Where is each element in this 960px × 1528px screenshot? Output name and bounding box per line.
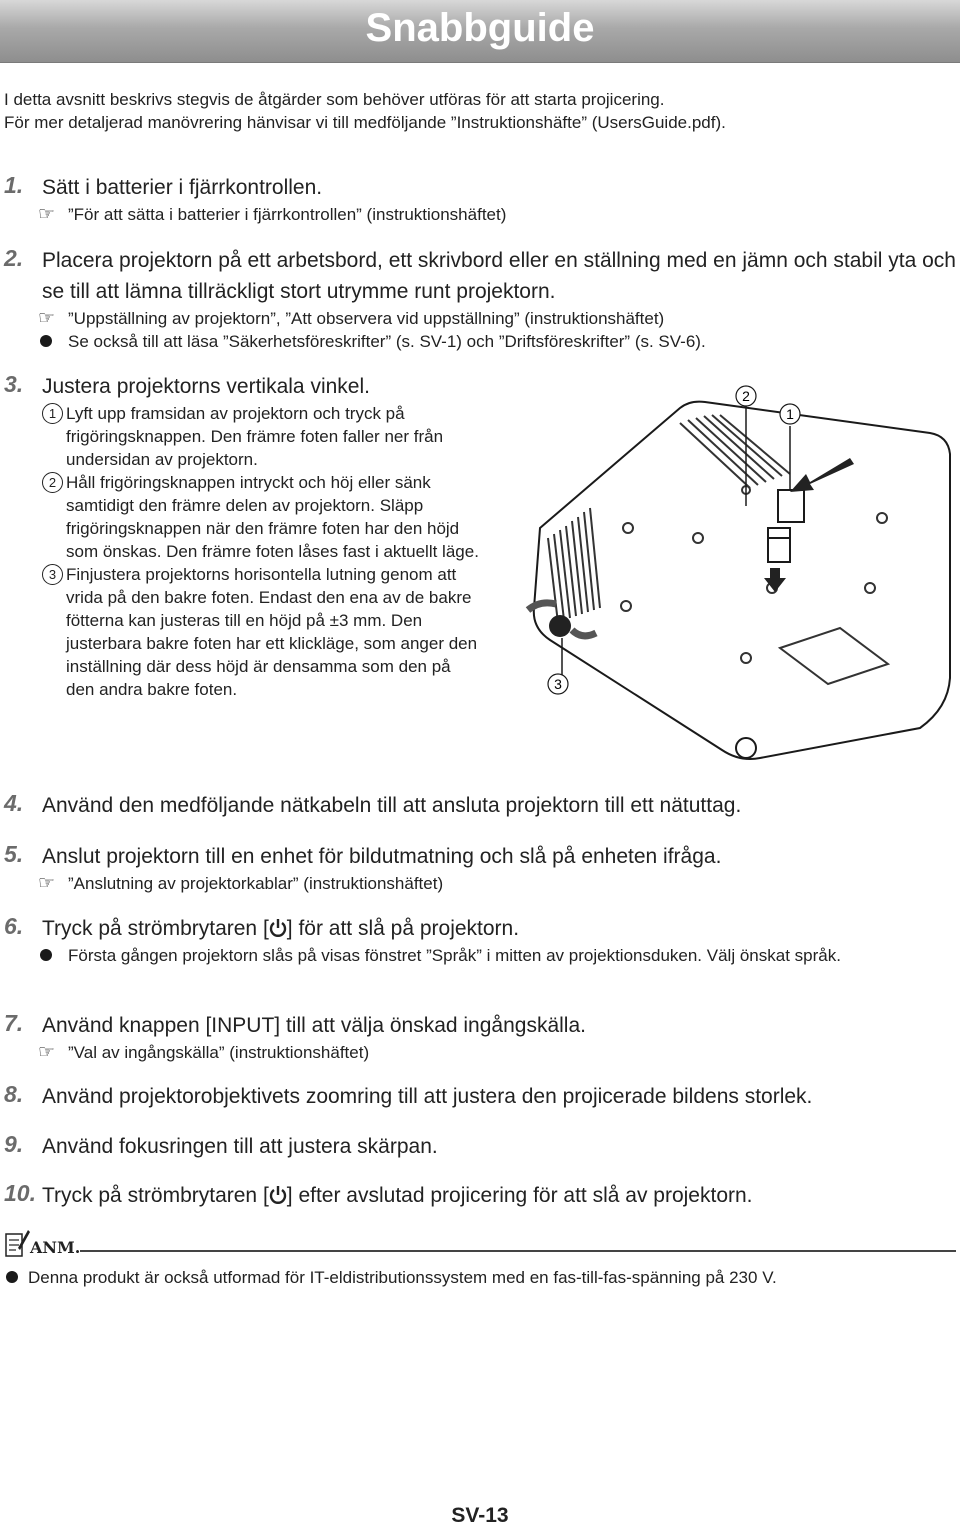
note-text: Denna produkt är också utformad för IT-eldistributionssystem med en fas-till-fas-spänning på 230 V. — [28, 1268, 777, 1287]
instruction-item — [42, 563, 482, 701]
step-reference — [38, 203, 956, 226]
page-title: Snabbguide — [365, 6, 595, 50]
bullet-text: Se också till att läsa ”Säkerhetsföreskrifter” (s. SV-1) och ”Driftsföreskrifter” (s. SV-6). — [68, 332, 706, 351]
bullet-dot-icon — [38, 944, 66, 967]
step-reference — [38, 307, 956, 330]
bullet-dot-icon — [38, 330, 66, 353]
instruction-text: Finjustera projektorns horisontella lutning genom att vrida på den bakre foten. Endast den ena av de bakre fötterna kan justeras till en höjd på ±3 mm. Den justerbara bakre foten har ett klickläge, som anger den inställning där dess höjd är densamma som den på den andra bakre foten. — [66, 565, 478, 699]
step-2 — [4, 245, 956, 353]
step-3-instructions — [42, 402, 482, 701]
note-label: ANM. — [30, 1238, 81, 1257]
pointing-hand-icon: ☞ — [38, 308, 56, 329]
step-number: 3. — [4, 371, 24, 397]
step-number: 10. — [4, 1180, 36, 1206]
step-bullet — [38, 944, 948, 967]
reference-text: ”Val av ingångskälla” (instruktionshäftet) — [68, 1043, 370, 1062]
intro-text — [4, 88, 726, 134]
step-bullet — [38, 330, 956, 353]
step-number: 8. — [4, 1081, 24, 1107]
callout-2-label: 2 — [742, 388, 750, 404]
note-header — [4, 1228, 956, 1258]
step-title: Tryck på strömbrytaren [ ] för att slå på projektorn. — [42, 917, 520, 940]
intro-line-1: I detta avsnitt beskrivs stegvis de åtgärder som behöver utföras för att starta projicering. — [4, 90, 665, 109]
step-number: 5. — [4, 841, 24, 867]
step-9 — [4, 1131, 956, 1162]
instruction-text: Lyft upp framsidan av projektorn och tryck på frigöringsknappen. Den främre foten faller ner från undersidan av projektorn. — [66, 404, 444, 469]
pointing-hand-icon: ☞ — [38, 204, 56, 225]
step-title: Använd projektorobjektivets zoomring till att justera den projicerade bildens storlek. — [42, 1085, 813, 1108]
step-title: Använd knappen [INPUT] till att välja önskad ingångskälla. — [42, 1014, 586, 1037]
step-title: Använd fokusringen till att justera skärpan. — [42, 1135, 438, 1158]
step-number: 6. — [4, 913, 24, 939]
bullet-text: Första gången projektorn slås på visas fönstret ”Språk” i mitten av projektionsduken. Välj önskat språk. — [68, 946, 841, 965]
instruction-text: Håll frigöringsknappen intryckt och höj eller sänk samtidigt den främre delen av projektorn. Släpp frigöringsknappen när den främre foten har den höjd som önskas. Den främre foten låses fast i aktuellt läge. — [66, 473, 479, 561]
step-reference — [38, 1041, 956, 1064]
step-title: Placera projektorn på ett arbetsbord, ett skrivbord eller en ställning med en jämn och stabil yta och se till att lämna tillräckligt stort utrymme runt projektorn. — [42, 249, 956, 303]
page-number: SV-13 — [451, 1504, 509, 1527]
step-5 — [4, 841, 956, 895]
pointing-hand-icon: ☞ — [38, 1042, 56, 1063]
power-icon — [269, 918, 287, 938]
pointing-hand-icon: ☞ — [38, 873, 56, 894]
bullet-dot-icon — [4, 1266, 18, 1289]
step-number: 2. — [4, 245, 24, 271]
step-4 — [4, 790, 956, 821]
circled-number: 1 — [42, 403, 63, 424]
instruction-item — [42, 471, 482, 563]
note-item — [4, 1266, 777, 1289]
step-number: 7. — [4, 1010, 24, 1036]
step-number: 1. — [4, 172, 24, 198]
circled-number: 2 — [42, 472, 63, 493]
step-7 — [4, 1010, 956, 1064]
step-number: 4. — [4, 790, 24, 816]
reference-text: ”Uppställning av projektorn”, ”Att observera vid uppställning” (instruktionshäftet) — [68, 309, 665, 328]
step-6 — [4, 913, 956, 967]
step-1 — [4, 172, 956, 226]
instruction-item — [42, 402, 482, 471]
power-icon — [269, 1185, 287, 1205]
reference-text: ”Anslutning av projektorkablar” (instruktionshäftet) — [68, 874, 444, 893]
step-reference — [38, 872, 956, 895]
step-title: Tryck på strömbrytaren [ ] efter avslutad projicering för att slå av projektorn. — [42, 1184, 753, 1207]
header-banner — [0, 0, 960, 63]
step-10 — [4, 1180, 956, 1211]
step-title: Justera projektorns vertikala vinkel. — [42, 375, 370, 398]
callout-1-label: 1 — [786, 406, 794, 422]
intro-line-2: För mer detaljerad manövrering hänvisar vi till medföljande ”Instruktionshäfte” (UsersGuide.pdf). — [4, 113, 726, 132]
projector-underside-illustration — [510, 378, 960, 770]
circled-number: 3 — [42, 564, 63, 585]
step-title: Anslut projektorn till en enhet för bildutmatning och slå på enheten ifråga. — [42, 845, 722, 868]
note-divider — [80, 1250, 956, 1252]
step-8 — [4, 1081, 956, 1112]
reference-text: ”För att sätta i batterier i fjärrkontrollen” (instruktionshäftet) — [68, 205, 507, 224]
note-pencil-icon — [4, 1228, 30, 1258]
step-number: 9. — [4, 1131, 24, 1157]
callout-3-label: 3 — [554, 676, 562, 692]
step-title: Sätt i batterier i fjärrkontrollen. — [42, 176, 323, 199]
step-title: Använd den medföljande nätkabeln till att ansluta projektorn till ett nätuttag. — [42, 794, 742, 817]
